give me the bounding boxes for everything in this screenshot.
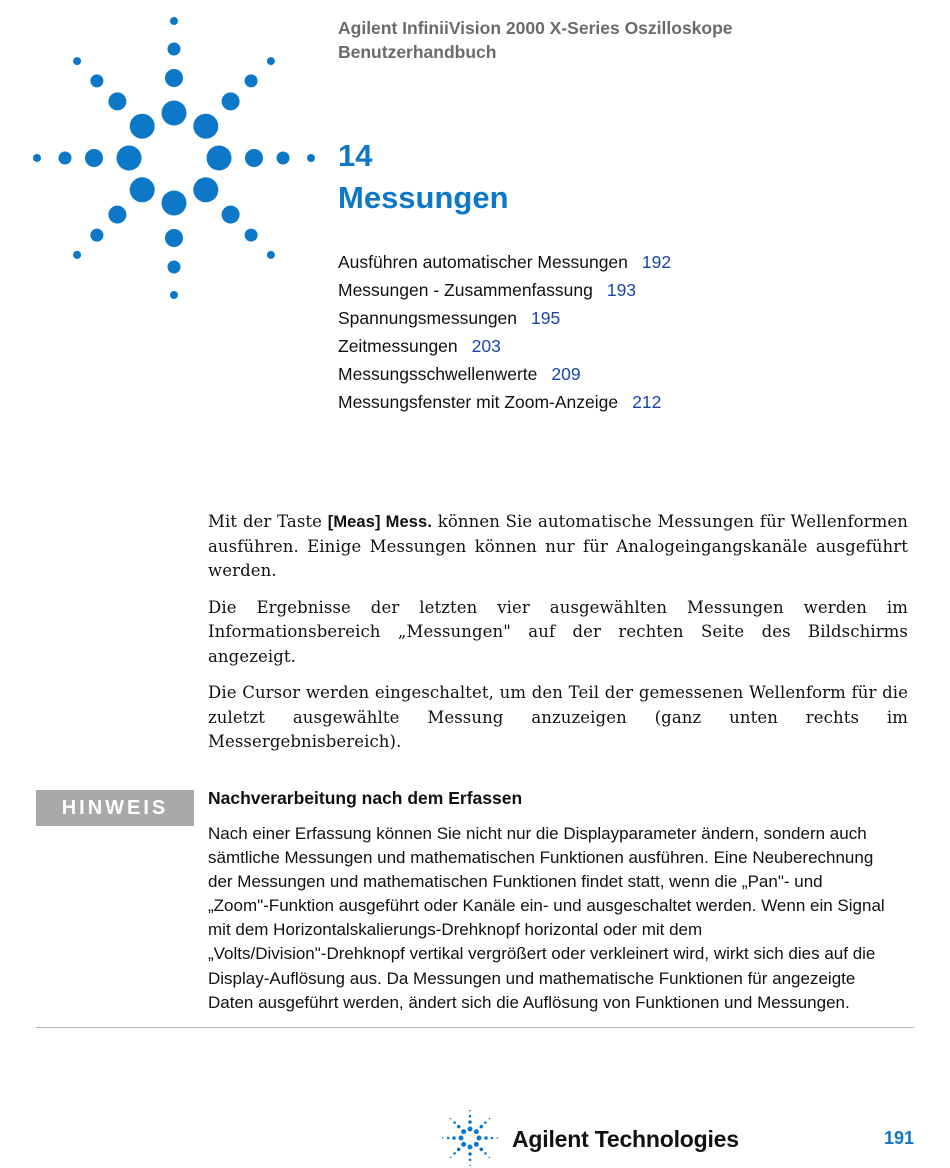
toc-entry[interactable]	[338, 278, 898, 306]
manual-header-title	[338, 16, 898, 64]
toc-entry[interactable]	[338, 306, 898, 334]
intro-text: können Sie automatische Messungen für Wellenformen ausführen. Einige Messungen können nur für Analogeingangskanäle ausgeführt werden.	[208, 512, 909, 580]
toc-entry-label[interactable]: Messungsschwellenwerte	[338, 364, 538, 384]
spark-dot	[307, 154, 315, 162]
note-body-line: „Volts/Division"-Drehknopf vertikal vergrößert oder verkleinert wird, wirkt sich dies auf die	[208, 944, 876, 964]
spark-dot	[461, 1142, 466, 1147]
chapter-title: Messungen	[338, 180, 509, 215]
spark-dot	[73, 251, 81, 259]
note-body-line: Nach einer Erfassung können Sie nicht nur die Displayparameter ändern, sondern auch	[208, 824, 867, 843]
spark-dot	[245, 74, 258, 87]
chapter-table-of-contents	[338, 250, 898, 418]
spark-dot	[170, 291, 178, 299]
note-body-line: „Zoom"-Funktion ausgeführt oder Kanäle ein- und ausgeschaltet werden. Wenn ein Signal	[208, 896, 885, 916]
spark-dot	[468, 1145, 473, 1150]
meas-key-reference: [Meas] Mess.	[327, 513, 433, 531]
spark-dot	[453, 1121, 456, 1124]
footer-divider	[36, 1027, 914, 1028]
spark-dot	[207, 146, 232, 171]
spark-dot	[469, 1159, 472, 1162]
agilent-technologies-wordmark: Agilent Technologies	[512, 1126, 739, 1152]
spark-dot	[277, 152, 290, 165]
spark-dot	[193, 114, 218, 139]
spark-dot	[468, 1152, 472, 1156]
spark-dot	[468, 1127, 473, 1132]
toc-entry[interactable]	[338, 362, 898, 390]
spark-dot	[130, 177, 155, 202]
spark-dot	[469, 1115, 472, 1118]
note-title: Nachverarbeitung nach dem Erfassen	[208, 788, 523, 808]
toc-entry[interactable]	[338, 250, 898, 278]
spark-dot	[108, 206, 126, 224]
intro-paragraph: Die Ergebnisse der letzten vier ausgewählten Messungen werden im Informationsbereich „Messungen" auf der rechten Seite des Bildschirms angezeigt.	[208, 597, 908, 666]
toc-entry-label[interactable]: Messungsfenster mit Zoom-Anzeige	[338, 392, 619, 412]
toc-entry-label[interactable]: Messungen - Zusammenfassung	[338, 280, 593, 300]
spark-dot	[477, 1136, 482, 1141]
spark-dot	[165, 69, 183, 87]
spark-dot	[489, 1118, 491, 1120]
agilent-spark-logo	[24, 8, 324, 308]
spark-dot	[245, 149, 263, 167]
note-body-line: Daten ausgeführt werden, ändert sich die Auflösung von Funktionen und Messungen.	[208, 992, 850, 1012]
toc-entry-page[interactable]: 195	[531, 308, 561, 328]
spark-dot	[461, 1129, 466, 1134]
spark-dot	[489, 1157, 491, 1159]
spark-dot	[469, 1110, 471, 1112]
spark-dot	[245, 229, 258, 242]
spark-dot	[130, 114, 155, 139]
intro-text: Mit der Taste	[208, 512, 328, 531]
spark-dot	[474, 1129, 479, 1134]
spark-dot	[480, 1125, 484, 1129]
spark-dot	[450, 1118, 452, 1120]
intro-paragraph: Die Cursor werden eingeschaltet, um den Teil der gemessenen Wellenform für die zuletzt ausgewählte Messung anzuzeigen (ganz unten rechts im Messergebnisbereich).	[208, 683, 908, 751]
spark-dot	[222, 206, 240, 224]
spark-dot	[457, 1148, 461, 1152]
toc-entry-label[interactable]: Ausführen automatischer Messungen	[338, 252, 628, 272]
note-label: HINWEIS	[36, 790, 194, 826]
spark-dot	[442, 1137, 444, 1139]
spark-dot	[468, 1120, 472, 1124]
spark-dot	[474, 1142, 479, 1147]
page-number: 191	[884, 1128, 915, 1148]
chapter-number: 14	[338, 138, 373, 173]
spark-dot	[162, 191, 187, 216]
spark-dot	[457, 1125, 461, 1129]
spark-dot	[193, 177, 218, 202]
spark-dot	[162, 101, 187, 126]
toc-entry-label[interactable]: Spannungsmessungen	[338, 308, 518, 328]
spark-dot	[85, 149, 103, 167]
spark-dot	[484, 1152, 487, 1155]
spark-dot	[267, 251, 275, 259]
spark-dot	[90, 74, 103, 87]
spark-dot	[73, 57, 81, 65]
toc-entry-page[interactable]: 193	[606, 280, 637, 300]
spark-dot	[267, 57, 275, 65]
spark-dot	[452, 1136, 456, 1140]
spark-dot	[447, 1137, 450, 1140]
intro-paragraph	[208, 510, 908, 584]
agilent-spark-logo-small	[440, 1108, 500, 1168]
note-body-line: mit dem Horizontalskalierungs-Drehknopf horizontal oder mit dem	[208, 920, 703, 940]
spark-dot	[450, 1157, 452, 1159]
spark-dot	[459, 1136, 464, 1141]
spark-dot	[484, 1136, 488, 1140]
toc-entry-page[interactable]: 203	[471, 336, 501, 356]
spark-dot	[59, 152, 72, 165]
toc-entry[interactable]	[338, 390, 898, 418]
spark-dot	[469, 1165, 471, 1167]
spark-dot	[168, 261, 181, 274]
spark-dot	[453, 1152, 456, 1155]
note-body-line: der Messungen und mathematischen Funktionen findet statt, wenn die „Pan"- und	[208, 872, 823, 892]
spark-dot	[117, 146, 142, 171]
spark-dot	[165, 229, 183, 247]
note-body-line: sämtliche Messungen und mathematischen Funktionen ausführen. Eine Neuberechnung	[208, 848, 874, 868]
toc-entry[interactable]	[338, 334, 898, 362]
spark-dot	[491, 1137, 494, 1140]
spark-dot	[497, 1137, 499, 1139]
chapter-intro	[208, 510, 908, 767]
note-body	[208, 822, 914, 1015]
spark-dot	[484, 1121, 487, 1124]
spark-dot	[222, 92, 240, 110]
header-title-line-2: Benutzerhandbuch	[338, 42, 497, 62]
spark-dot	[90, 229, 103, 242]
spark-dot	[168, 43, 181, 56]
spark-dot	[108, 92, 126, 110]
note-body-line: Display-Auflösung aus. Da Messungen und mathematische Funktionen für angezeigte	[208, 968, 856, 988]
toc-entry-page[interactable]: 209	[551, 364, 581, 384]
toc-entry-label[interactable]: Zeitmessungen	[338, 336, 458, 356]
spark-dot	[170, 17, 178, 25]
toc-entry-page[interactable]: 212	[632, 392, 662, 412]
toc-entry-page[interactable]: 192	[641, 252, 672, 272]
header-title-line-1: Agilent InfiniiVision 2000 X-Series Oszilloskope	[338, 18, 733, 38]
spark-dot	[480, 1148, 484, 1152]
spark-dot	[33, 154, 41, 162]
